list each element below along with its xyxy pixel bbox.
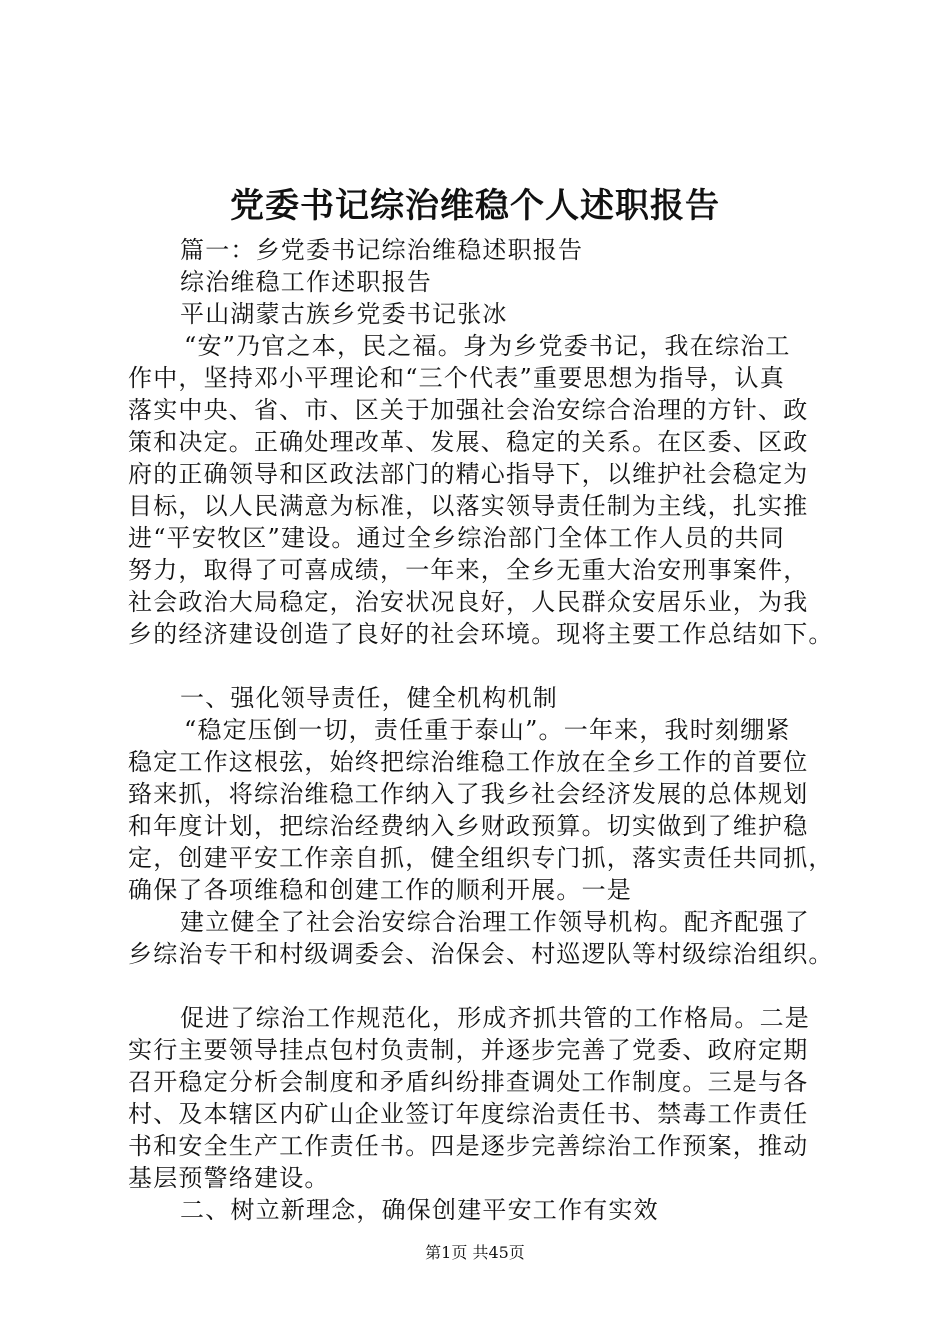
text-line: 府的正确领导和区政法部门的精心指导下，以维护社会稳定为	[128, 460, 809, 488]
text-line: 建立健全了社会治安综合治理工作领导机构。配齐配强了	[180, 908, 810, 936]
text-line: 促进了综治工作规范化，形成齐抓共管的工作格局。二是	[180, 1004, 810, 1032]
text-line: 平山湖蒙古族乡党委书记张冰	[180, 300, 508, 328]
text-line: 实行主要领导挂点包村负责制，并逐步完善了党委、政府定期	[128, 1036, 809, 1064]
text-line: 基层预警络建设。	[128, 1164, 330, 1192]
text-line: 臵来抓，将综治维稳工作纳入了我乡社会经济发展的总体规划	[128, 780, 809, 808]
text-line: “稳定压倒一切，责任重于泰山”。一年来，我时刻绷紧	[184, 716, 791, 744]
page-footer: 第1页 共45页	[425, 1243, 525, 1262]
text-line: 篇一：乡党委书记综治维稳述职报告	[180, 236, 584, 264]
text-line: 村、及本辖区内矿山企业签订年度综治责任书、禁毒工作责任	[128, 1100, 809, 1128]
paragraph-gap	[128, 970, 848, 1002]
text-line: 落实中央、省、市、区关于加强社会治安综合治理的方针、政	[128, 396, 809, 424]
text-line: 和年度计划，把综治经费纳入乡财政预算。切实做到了维护稳	[128, 812, 809, 840]
section-heading: 二、树立新理念，确保创建平安工作有实效	[180, 1196, 659, 1224]
text-line: 作中，坚持邓小平理论和“三个代表”重要思想为指导，认真	[128, 364, 785, 392]
text-line: 定，创建平安工作亲自抓，健全组织专门抓，落实责任共同抓，	[128, 844, 834, 872]
section-heading: 一、强化领导责任，健全机构机制	[180, 684, 558, 712]
paragraph-gap	[128, 650, 848, 682]
text-line: 综治维稳工作述职报告	[180, 268, 432, 296]
text-line: 努力，取得了可喜成绩，一年来，全乡无重大治安刑事案件，	[128, 556, 809, 584]
text-line: 确保了各项维稳和创建工作的顺利开展。一是	[128, 876, 632, 904]
text-line: 进“平安牧区”建设。通过全乡综治部门全体工作人员的共同	[128, 524, 785, 552]
text-line: 稳定工作这根弦，始终把综治维稳工作放在全乡工作的首要位	[128, 748, 809, 776]
document-body	[128, 234, 848, 1226]
text-line: 乡综治专干和村级调委会、治保会、村巡逻队等村级综治组织。	[128, 940, 834, 968]
text-line: 书和安全生产工作责任书。四是逐步完善综治工作预案，推动	[128, 1132, 809, 1160]
document-title: 党委书记综治维稳个人述职报告	[230, 186, 720, 226]
text-line: 社会政治大局稳定，治安状况良好，人民群众安居乐业，为我	[128, 588, 809, 616]
text-line: 召开稳定分析会制度和矛盾纠纷排查调处工作制度。三是与各	[128, 1068, 809, 1096]
text-line: 乡的经济建设创造了良好的社会环境。现将主要工作总结如下。	[128, 620, 834, 648]
text-line: “安”乃官之本，民之福。身为乡党委书记，我在综治工	[184, 332, 791, 360]
text-line: 目标，以人民满意为标准，以落实领导责任制为主线，扎实推	[128, 492, 809, 520]
text-line: 策和决定。正确处理改革、发展、稳定的关系。在区委、区政	[128, 428, 809, 456]
